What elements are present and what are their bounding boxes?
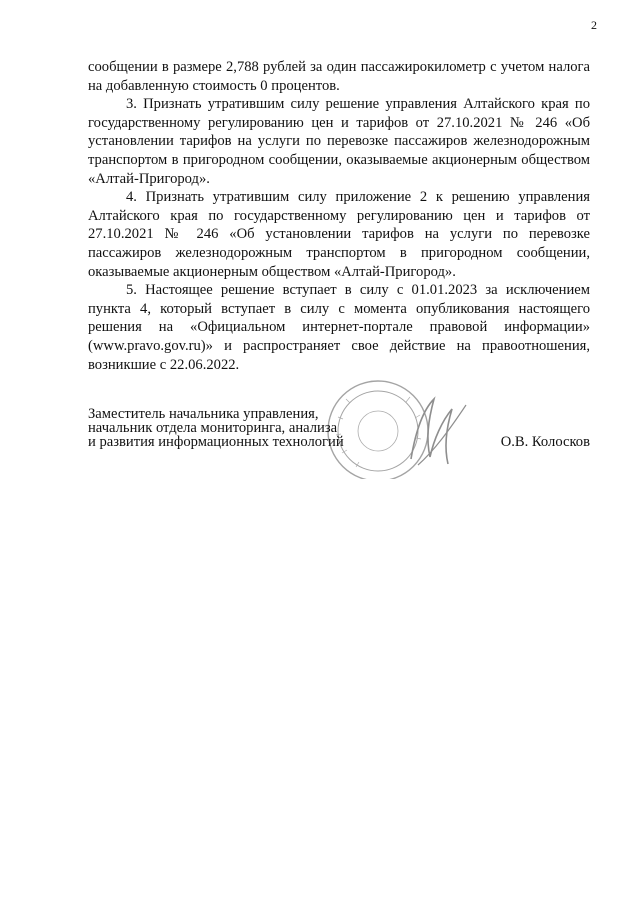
paragraph-item-3: 3. Признать утратившим силу решение управления Алтайского края по государственному регулированию цен и тарифов от 27.10.2021 № 246 «Об установлении тарифов на услуги по перевозке пассажиров железнодорожным транспортом в пригородном сообщении, оказываемые акционерным обществом «Алтай-Пригород».: [88, 96, 590, 187]
page-number: 2: [591, 18, 597, 32]
signer-name: О.В. Колосков: [500, 434, 590, 450]
paragraph-item-5: 5. Настоящее решение вступает в силу с 01.01.2023 за исключением пункта 4, который вступает в силу с момента опубликования настоящего решения на «Официальном интернет-портале правовой информации» (www.pravo.gov.ru)» и распространяет свое действие на правоотношения, возникшие с 22.06.2022.: [88, 282, 590, 373]
signature-block: [88, 407, 590, 449]
signer-position-line-3: и развития информационных технологий: [88, 434, 344, 450]
signer-position-line-1: Заместитель начальника управления,: [88, 406, 319, 422]
paragraph-continuation: сообщении в размере 2,788 рублей за один пассажирокилометр с учетом налога на добавленную стоимость 0 процентов.: [88, 59, 590, 94]
document-body: [88, 58, 590, 374]
signer-position-line-2: начальник отдела мониторинга, анализа: [88, 420, 338, 436]
paragraph-item-4: 4. Признать утратившим силу приложение 2 к решению управления Алтайского края по государственному регулированию цен и тарифов от 27.10.2021 № 246 «Об установлении тарифов на услуги по перевозке пассажиров железнодорожным транспортом в пригородном сообщении, оказываемые акционерным обществом «Алтай-Пригород».: [88, 189, 590, 280]
